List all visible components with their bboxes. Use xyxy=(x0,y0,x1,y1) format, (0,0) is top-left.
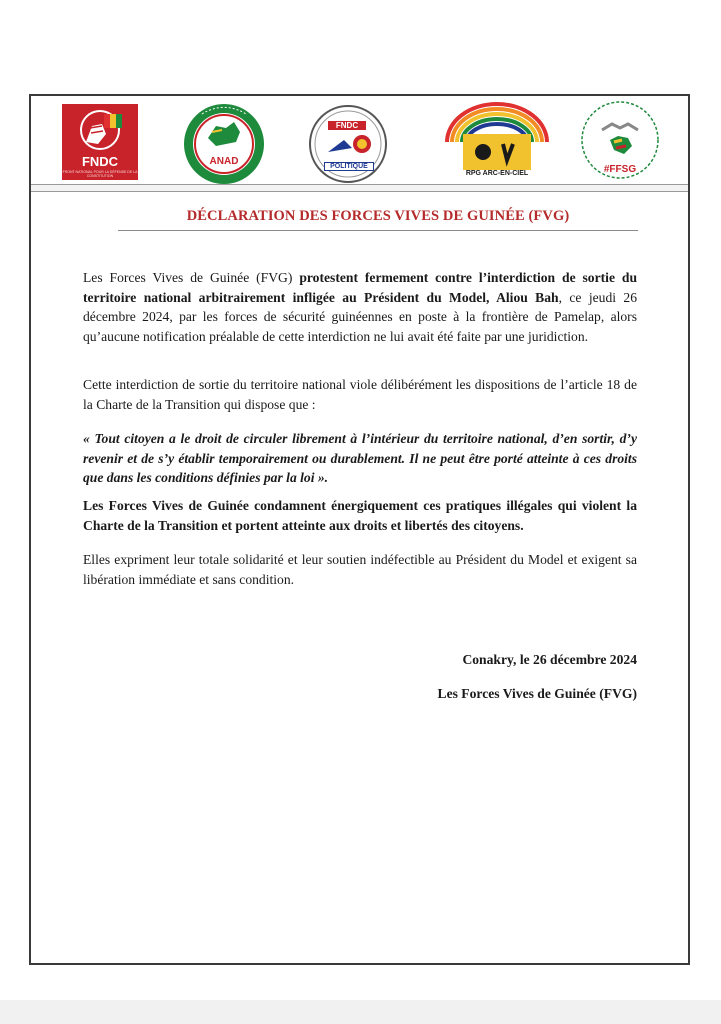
p1-rest: , ce jeudi 26 décembre 2024, par les forces de sécurité guinéennes en poste à la frontière de Pamelap, alors qu’aucune notification préalable de cette interdiction ne lui avait été faite par une juridiction. xyxy=(83,289,637,344)
bottom-margin xyxy=(0,1000,721,1024)
ffsg-logo-text: #FFSG xyxy=(603,164,637,175)
fndc-politique-bottom-text: POLITIQUE xyxy=(324,162,374,171)
logo-band xyxy=(31,96,688,184)
title-underline xyxy=(118,230,638,231)
p1-intro: Les Forces Vives de Guinée (FVG) xyxy=(83,270,300,285)
anad-logo-text: ANAD xyxy=(209,156,239,167)
fndc-logo xyxy=(62,104,138,180)
fndc-politique-logo xyxy=(308,104,388,184)
signature-place-date: Conakry, le 26 décembre 2024 xyxy=(462,652,637,667)
p1-bold: protestent fermement contre l’interdiction de sortie du territoire national arbitrairement infligée au Président du Model, Aliou Bah xyxy=(83,270,638,305)
paragraph-article-18: Cette interdiction de sortie du territoire national viole délibérément les dispositions de l’article 18 de la Charte de la Transition qui dispose que : xyxy=(83,377,637,412)
fndc-politique-seal-icon xyxy=(308,104,388,184)
anad-seal-icon xyxy=(182,102,266,186)
rpg-arc-en-ciel-logo xyxy=(441,100,553,184)
paragraph-condemnation: Les Forces Vives de Guinée condamnent énergiquement ces pratiques illégales qui violent la Charte de la Transition et portent atteinte aux droits et libertés des citoyens. xyxy=(83,498,637,533)
ffsg-logo xyxy=(578,100,662,184)
paragraph-solidarity: Elles expriment leur totale solidarité et leur soutien indéfectible au Président du Model et exigent sa libération immédiate et sans condition. xyxy=(83,552,637,587)
paragraph-protest xyxy=(83,268,637,346)
fist-flag-icon xyxy=(62,104,138,154)
declaration-title: DÉCLARATION DES FORCES VIVES DE GUINÉE (FVG) xyxy=(186,208,570,224)
signature-signatory: Les Forces Vives de Guinée (FVG) xyxy=(437,686,637,701)
fndc-logo-subtext: FRONT NATIONAL POUR LA DÉFENSE DE LA CONSTITUTION xyxy=(62,170,138,178)
paragraph-quote: « Tout citoyen a le droit de circuler librement à l’intérieur du territoire national, d’en sortir, d’y revenir et de s’y établir temporairement ou durablement. Il ne peut être porté atteinte à ces droits que dans les conditions définies par la loi ». xyxy=(83,431,637,485)
rpg-logo-text: RPG ARC-EN-CIEL xyxy=(465,170,529,177)
fndc-logo-text: FNDC xyxy=(81,154,119,169)
anad-logo xyxy=(182,102,266,186)
header-divider xyxy=(31,184,688,192)
fndc-politique-top-text: FNDC xyxy=(328,121,366,130)
